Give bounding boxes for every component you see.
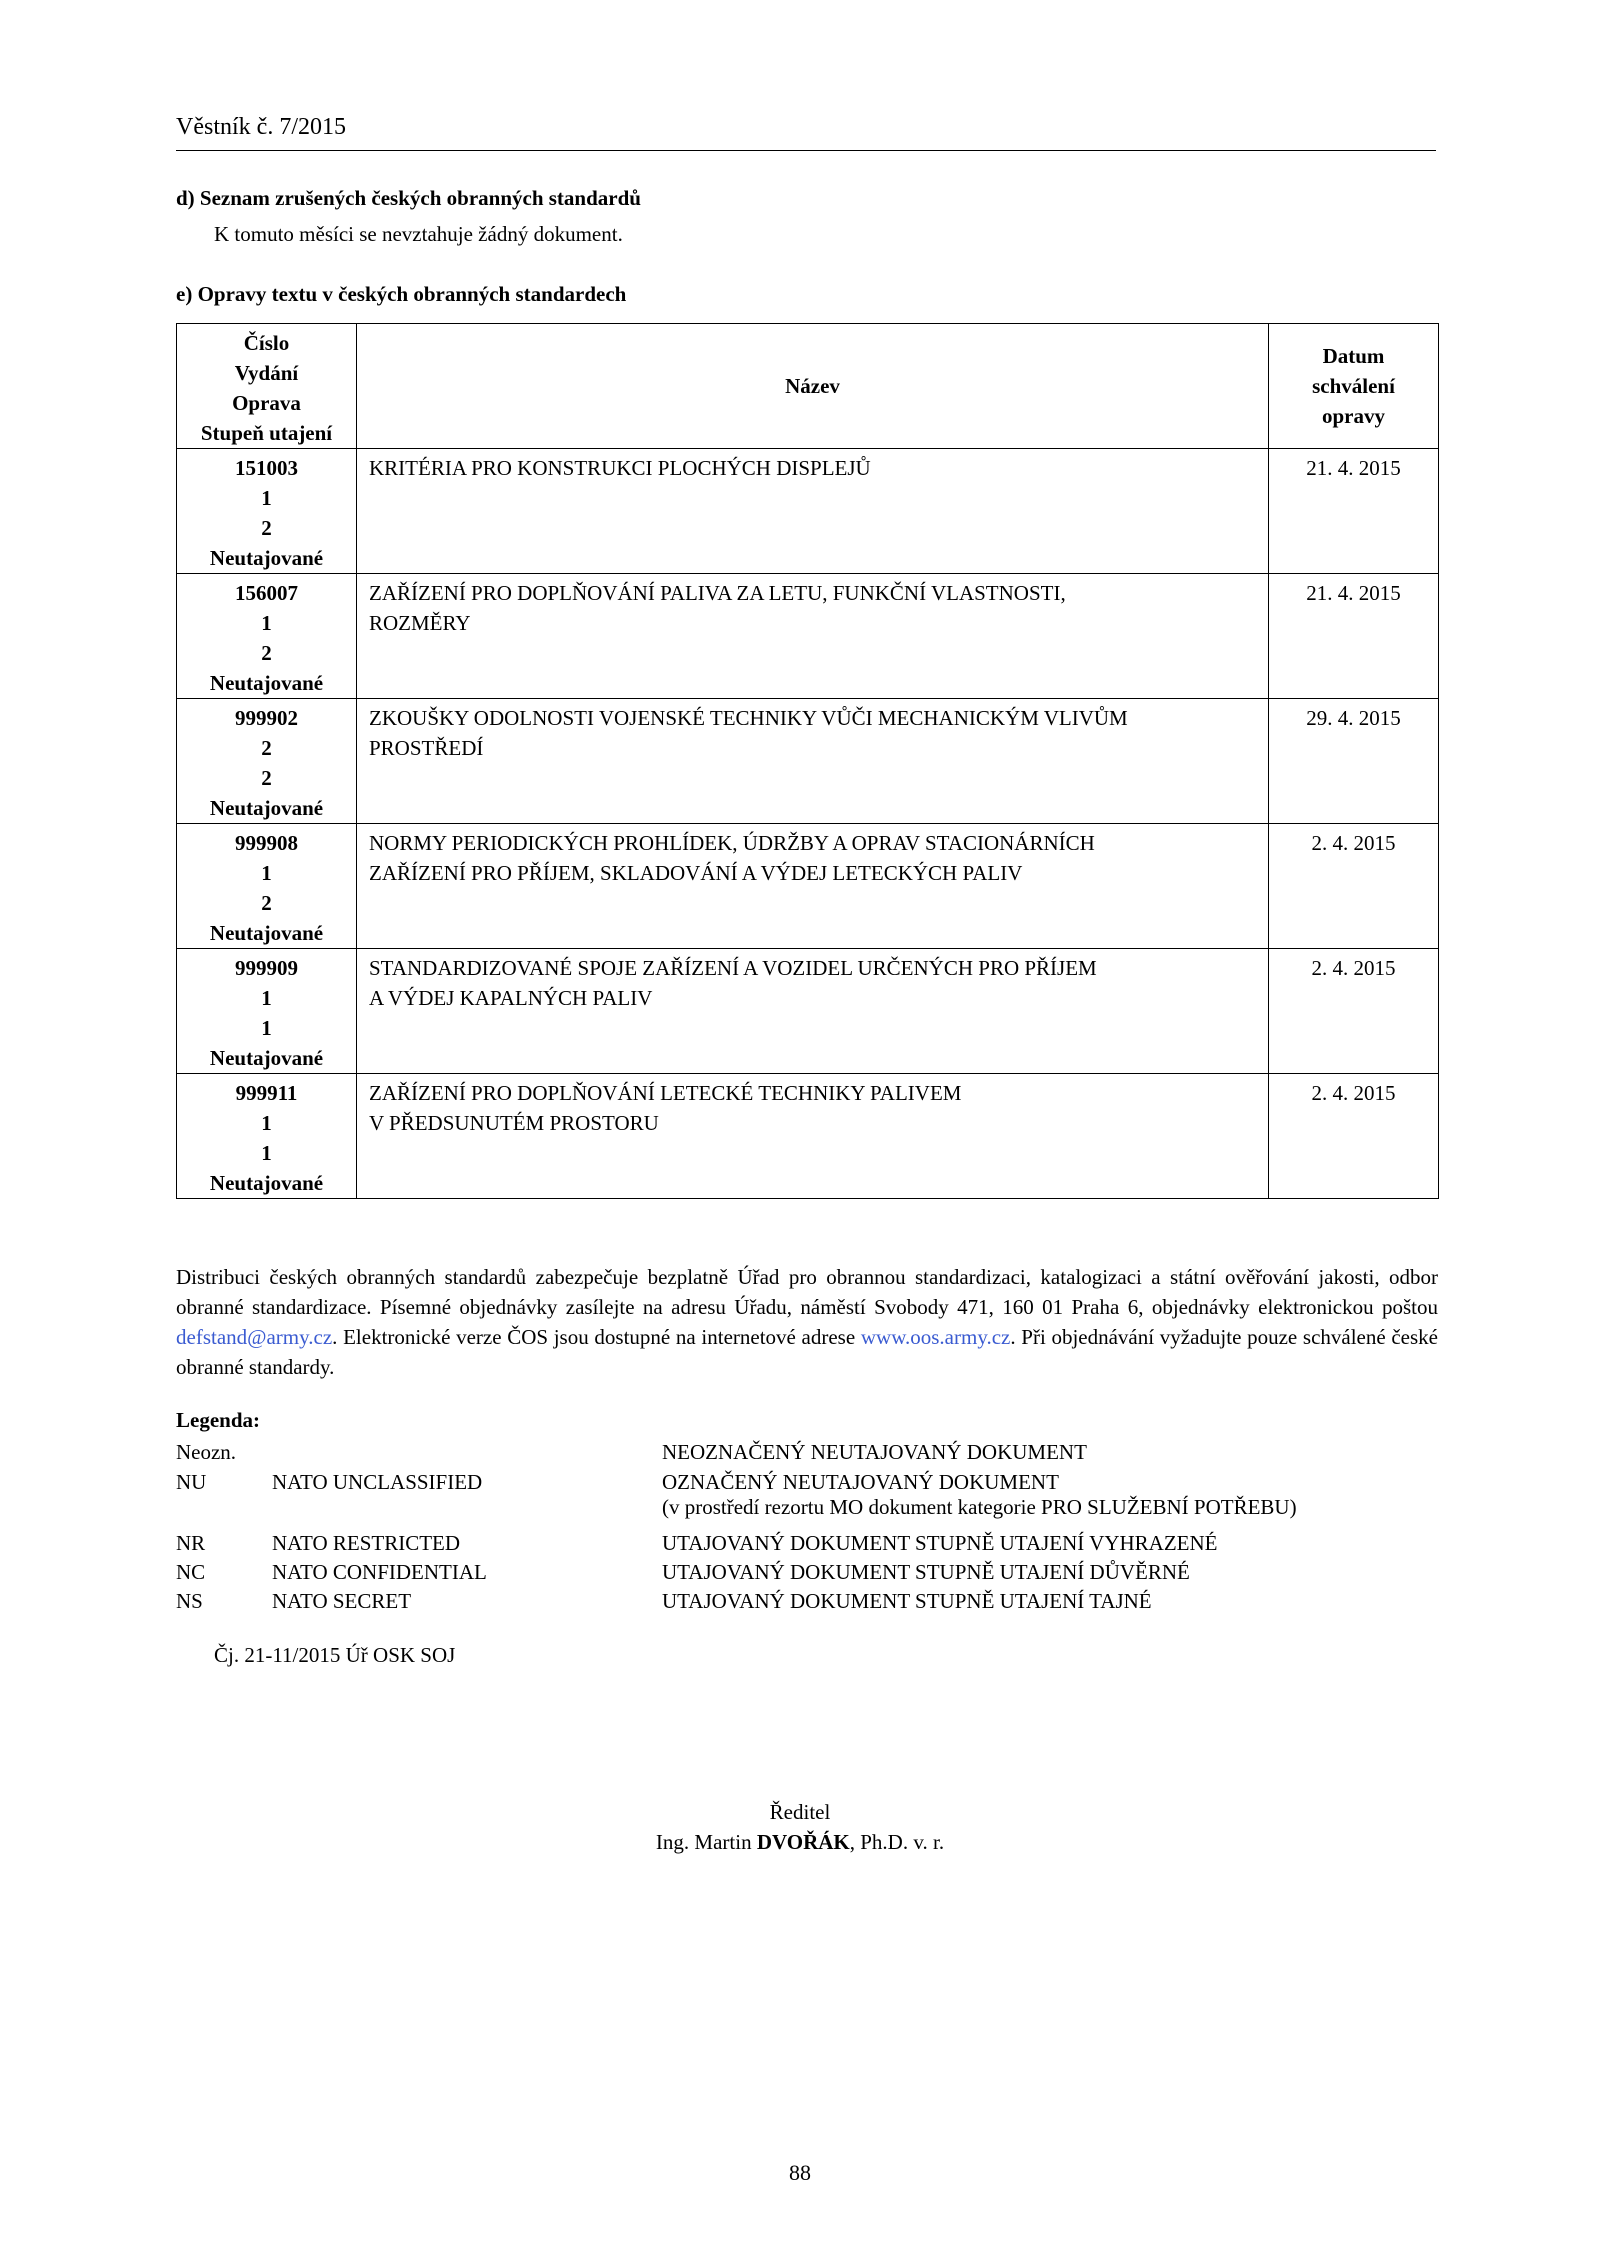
website-link[interactable]: www.oos.army.cz [860,1325,1011,1349]
column-header-number [177,324,357,449]
standard-number: 999909 [235,956,298,980]
standard-number: 999911 [235,1081,298,1105]
legend-description: UTAJOVANÝ DOKUMENT STUPNĚ UTAJENÍ TAJNÉ [662,1589,1152,1613]
journal-title: Věstník č. 7/2015 [176,114,346,140]
header-line: Oprava [232,391,301,415]
section-e-title: e) Opravy textu v českých obranných standardech [176,282,627,306]
correction: 2 [261,766,272,790]
legend-code: NR [176,1531,206,1555]
standard-name-cell [357,574,1269,699]
correction: 2 [261,516,272,540]
section-d-note: K tomuto měsíci se nevztahuje žádný dokument. [214,222,623,246]
classification: Neutajované [209,671,324,695]
edition: 1 [261,1111,272,1135]
section-d-title: d) Seznam zrušených českých obranných standardů [176,186,641,210]
paragraph-text: . Při objednávání vyžadujte pouze schválené české obranné standardy. [176,1325,1438,1379]
standard-name-line: ZAŘÍZENÍ PRO DOPLŇOVÁNÍ LETECKÉ TECHNIKY PALIVEM [369,1081,962,1105]
standard-id-cell [177,449,357,574]
legend-description: OZNAČENÝ NEUTAJOVANÝ DOKUMENT [662,1470,1059,1494]
approval-date: 2. 4. 2015 [1269,1074,1439,1199]
table-header-row [177,324,1439,449]
standard-name-line: V PŘEDSUNUTÉM PROSTORU [369,1111,659,1135]
correction: 2 [261,641,272,665]
table-row [177,949,1439,1074]
header-line: opravy [1322,404,1385,428]
standard-number: 156007 [235,581,298,605]
legend-description: NEOZNAČENÝ NEUTAJOVANÝ DOKUMENT [662,1440,1087,1464]
classification: Neutajované [209,1046,324,1070]
legend-description: UTAJOVANÝ DOKUMENT STUPNĚ UTAJENÍ VYHRAZENÉ [662,1531,1218,1555]
header-line: Stupeň utajení [200,421,333,445]
signature-role: Ředitel [769,1800,831,1824]
header-line: Číslo [243,331,290,355]
standard-id-cell [177,824,357,949]
classification: Neutajované [209,546,324,570]
edition: 1 [261,611,272,635]
approval-date: 21. 4. 2015 [1269,449,1439,574]
signature-name [0,1830,1600,1855]
standard-id-cell [177,1074,357,1199]
correction: 2 [261,891,272,915]
table-row [177,574,1439,699]
approval-date: 2. 4. 2015 [1269,824,1439,949]
corrections-table [176,323,1439,1199]
standard-id-cell [177,949,357,1074]
edition: 2 [261,736,272,760]
standard-name-line: ZKOUŠKY ODOLNOSTI VOJENSKÉ TECHNIKY VŮČI MECHANICKÝM VLIVŮM [369,706,1128,730]
edition: 1 [261,861,272,885]
legend-nato-marking: NATO UNCLASSIFIED [272,1470,483,1494]
standard-name-line: KRITÉRIA PRO KONSTRUKCI PLOCHÝCH DISPLEJŮ [369,456,871,480]
correction: 1 [261,1016,272,1040]
signature-name-suffix: , Ph.D. v. r. [849,1830,945,1854]
correction: 1 [261,1141,272,1165]
legend-description: UTAJOVANÝ DOKUMENT STUPNĚ UTAJENÍ DŮVĚRNÉ [662,1560,1190,1584]
standard-name-line: STANDARDIZOVANÉ SPOJE ZAŘÍZENÍ A VOZIDEL URČENÝCH PRO PŘÍJEM [369,956,1097,980]
standard-name-line: A VÝDEJ KAPALNÝCH PALIV [369,986,653,1010]
standard-id-cell [177,699,357,824]
table-row [177,824,1439,949]
standard-name-line: ROZMĚRY [369,611,471,635]
standard-name-cell [357,949,1269,1074]
standard-name-cell [357,699,1269,824]
column-header-name: Název [357,324,1269,449]
standard-name-line: PROSTŘEDÍ [369,736,484,760]
standard-name-cell [357,449,1269,574]
edition: 1 [261,486,272,510]
email-link[interactable]: defstand@army.cz [176,1325,333,1349]
legend-nato-marking: NATO CONFIDENTIAL [272,1560,487,1584]
column-header-date [1269,324,1439,449]
classification: Neutajované [209,796,324,820]
paragraph-text: . Elektronické verze ČOS jsou dostupné na internetové adrese [332,1325,861,1349]
legend-nato-marking: NATO SECRET [272,1589,412,1613]
standard-number: 999902 [235,706,298,730]
standard-name-line: ZAŘÍZENÍ PRO DOPLŇOVÁNÍ PALIVA ZA LETU, FUNKČNÍ VLASTNOSTI, [369,581,1066,605]
standard-name-cell [357,1074,1269,1199]
classification: Neutajované [209,921,324,945]
table-row [177,449,1439,574]
signature-surname: DVOŘÁK [756,1830,850,1854]
header-line: Datum [1322,344,1385,368]
header-line: schválení [1312,374,1395,398]
table-row [177,699,1439,824]
page-header [176,114,1436,151]
distribution-paragraph [176,1262,1438,1382]
approval-date: 21. 4. 2015 [1269,574,1439,699]
standard-name-cell [357,824,1269,949]
table-row [177,1074,1439,1199]
paragraph-text: Distribuci českých obranných standardů zabezpečuje bezplatně Úřad pro obrannou standardizaci, katalogizaci a státní ověřování jakosti, odbor obranné standardizace. Písemné objednávky zasílejte na adresu Úřadu, náměstí Svobody 471, 160 01 Praha 6, objednávky elektronickou poštou [176,1265,1438,1319]
legend-code: NU [176,1470,207,1494]
standard-name-line: ZAŘÍZENÍ PRO PŘÍJEM, SKLADOVÁNÍ A VÝDEJ LETECKÝCH PALIV [369,861,1023,885]
page-number: 88 [789,2160,811,2185]
standard-name-line: NORMY PERIODICKÝCH PROHLÍDEK, ÚDRŽBY A OPRAV STACIONÁRNÍCH [369,831,1095,855]
legend-description: (v prostředí rezortu MO dokument kategorie PRO SLUŽEBNÍ POTŘEBU) [662,1495,1297,1519]
header-line: Vydání [234,361,299,385]
standard-id-cell [177,574,357,699]
classification: Neutajované [209,1171,324,1195]
legend-code: Neozn. [176,1440,237,1464]
standard-number: 999908 [235,831,298,855]
standard-number: 151003 [235,456,298,480]
legend-nato-marking: NATO RESTRICTED [272,1531,461,1555]
legend-code: NC [176,1560,206,1584]
legend-code: NS [176,1589,203,1613]
reference-number: Čj. 21-11/2015 Úř OSK SOJ [214,1643,456,1667]
approval-date: 2. 4. 2015 [1269,949,1439,1074]
legend-title: Legenda: [176,1408,260,1432]
edition: 1 [261,986,272,1010]
approval-date: 29. 4. 2015 [1269,699,1439,824]
signature-name-prefix: Ing. Martin [655,1830,757,1854]
